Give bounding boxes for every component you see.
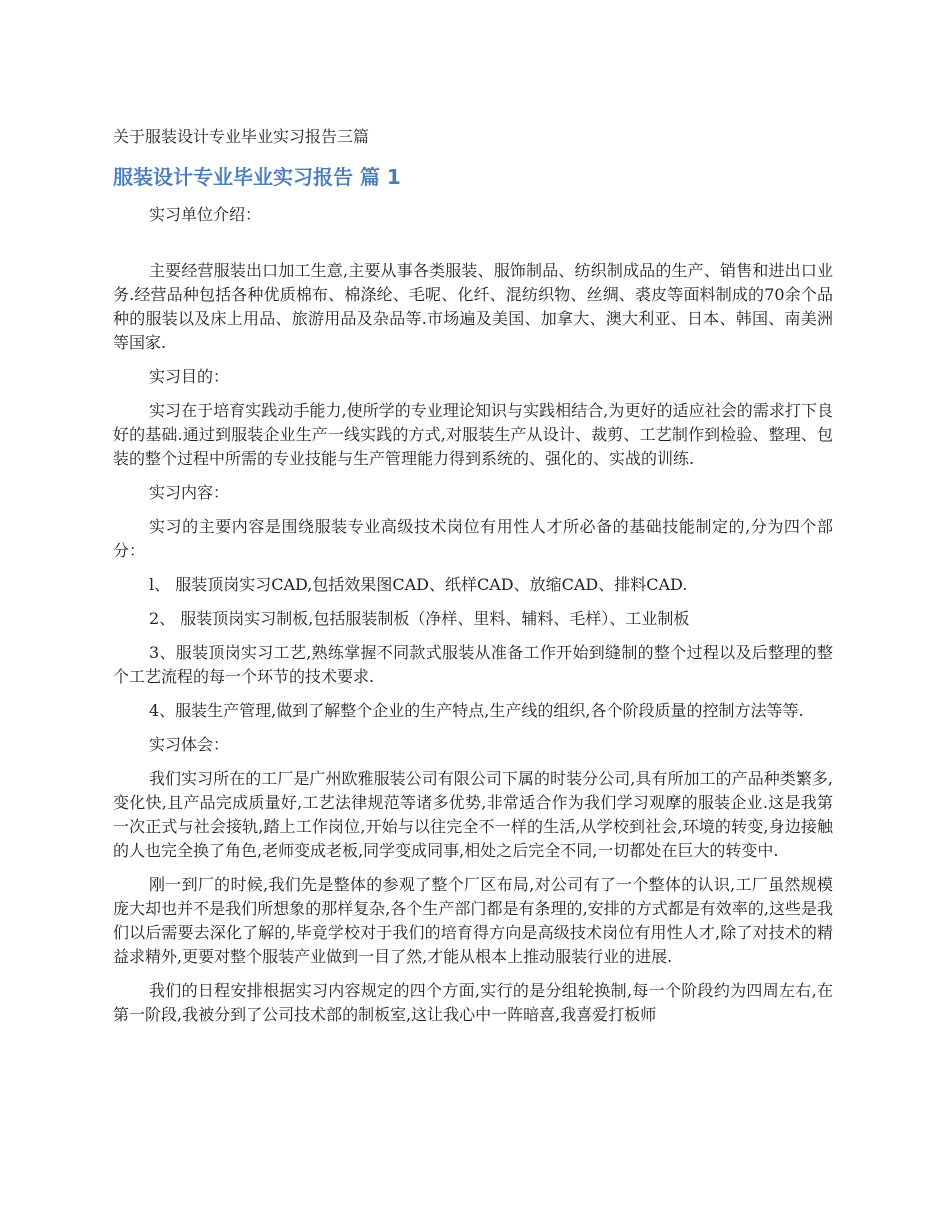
section-heading: 服装设计专业毕业实习报告 篇 1	[113, 165, 401, 189]
list-item: 3、服装顶岗实习工艺,熟练掌握不同款式服装从准备工作开始到缝制的整个过程以及后整理的整个工艺流程的每一个环节的技术要求.	[113, 643, 833, 686]
paragraph: 实习在于培育实践动手能力,使所学的专业理论知识与实践相结合,为更好的适应社会的需求打下良好的基础.通过到服装企业生产一线实践的方式,对服装生产从设计、裁剪、工艺制作到检验、整理、包装的整个过程中所需的专业技能与生产管理能力得到系统的、强化的、实战的训练.	[113, 401, 833, 468]
paragraph: 我们的日程安排根据实习内容规定的四个方面,实行的是分组轮换制,每一个阶段约为四周左右,在第一阶段,我被分到了公司技术部的制板室,这让我心中一阵暗喜,我喜爱打板师	[113, 981, 833, 1024]
document-title: 关于服装设计专业毕业实习报告三篇	[113, 127, 370, 146]
paragraph-label-experience: 实习体会：	[149, 735, 230, 754]
paragraph-label-unit: 实习单位介绍：	[149, 205, 262, 224]
paragraph: 主要经营服装出口加工生意,主要从事各类服装、服饰制品、纺织制成品的生产、销售和进出口业务.经营品种包括各种优质棉布、棉涤纶、毛呢、化纤、混纺织物、丝绸、裘皮等面料制成的70余个品种的服装以及床上用品、旅游用品及杂品等.市场遍及美国、加拿大、澳大利亚、日本、韩国、南美洲等国家.	[113, 261, 833, 352]
document-body	[113, 203, 833, 1037]
paragraph: 实习的主要内容是围绕服装专业高级技术岗位有用性人才所必备的基础技能制定的,分为四个部分：	[113, 517, 833, 560]
list-item: 2、 服装顶岗实习制板,包括服装制板（净样、里料、辅料、毛样）、工业制板	[149, 609, 690, 628]
paragraph: 我们实习所在的工厂是广州欧雅服装公司有限公司下属的时装分公司,具有所加工的产品种类繁多,变化快,且产品完成质量好,工艺法律规范等诸多优势,非常适合作为我们学习观摩的服装企业.这是我第一次正式与社会接轨,踏上工作岗位,开始与以往完全不一样的生活,从学校到社会,环境的转变,身边接触的人也完全换了角色,老师变成老板,同学变成同事,相处之后完全不同,一切都处在巨大的转变中.	[113, 769, 833, 860]
paragraph: 刚一到厂的时候,我们先是整体的参观了整个厂区布局,对公司有了一个整体的认识,工厂虽然规模庞大却也并不是我们所想象的那样复杂,各个生产部门都是有条理的,安排的方式都是有效率的,这些是我们以后需要去深化了解的,毕竟学校对于我们的培育得方向是高级技术岗位有用性人才,除了对技术的精益求精外,更要对整个服装产业做到一目了然,才能从根本上推动服装行业的进展.	[113, 875, 833, 966]
list-item: 4、服装生产管理,做到了解整个企业的生产特点,生产线的组织,各个阶段质量的控制方法等等.	[149, 701, 804, 720]
paragraph-label-purpose: 实习目的：	[149, 367, 230, 386]
paragraph-label-content: 实习内容：	[149, 483, 230, 502]
list-item: l、 服装顶岗实习CAD,包括效果图CAD、纸样CAD、放缩CAD、排料CAD.	[149, 575, 688, 594]
